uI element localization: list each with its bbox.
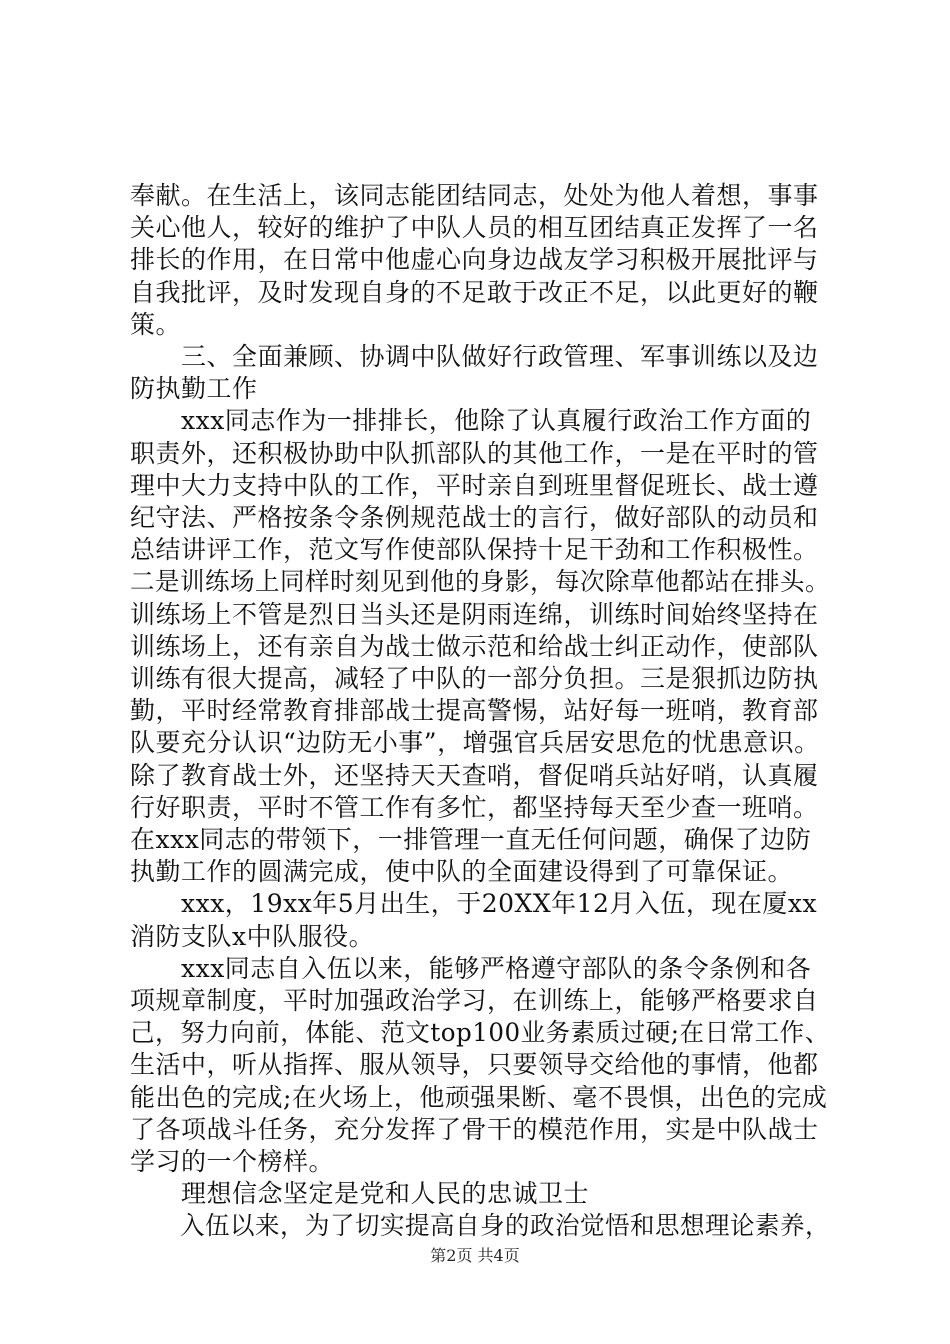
text-line: 训练场上，还有亲自为战士做示范和给战士纠正动作，使部队 — [130, 631, 819, 661]
text-line: 行好职责，平时不管工作有多忙，都坚持每天至少查一班哨。 — [130, 792, 819, 822]
text-line: 职责外，还积极协助中队抓部队的其他工作，一是在平时的管 — [130, 438, 819, 468]
text-line: 排长的作用，在日常中他虚心向身边战友学习积极开展批评与 — [130, 245, 819, 275]
text-line: 能出色的完成;在火场上，他顽强果断、毫不畏惧，出色的完成 — [130, 1082, 828, 1112]
text-line: 关心他人，较好的维护了中队人员的相互团结真正发挥了一名 — [130, 213, 819, 243]
text-line: 队要充分认识“边防无小事”，增强官兵居安思危的忧患意识。 — [130, 728, 820, 758]
text-line: 入伍以来，为了切实提高自身的政治觉悟和思想理论素养， — [130, 1211, 831, 1241]
text-line: 奉献。在生活上，该同志能团结同志，处处为他人着想，事事 — [130, 181, 819, 210]
text-line: 项规章制度，平时加强政治学习，在训练上，能够严格要求自 — [130, 986, 819, 1015]
text-line: xxx同志自入伍以来，能够严格遵守部队的条令条例和各 — [130, 953, 812, 983]
text-line: 学习的一个榜样。 — [130, 1147, 335, 1176]
text-line: 己，努力向前，体能、范文top100业务素质过硬;在日常工作、 — [130, 1018, 830, 1048]
text-line: xxx，19xx年5月出生，于20XX年12月入伍，现在厦xx — [130, 889, 818, 919]
text-line: 在xxx同志的带领下，一排管理一直无任何问题，确保了边防 — [130, 825, 812, 854]
text-line: 了各项战斗任务，充分发挥了骨干的模范作用，实是中队战士 — [130, 1114, 819, 1144]
text-line: 防执勤工作 — [130, 374, 258, 404]
text-line: 二是训练场上同样时刻见到他的身影，每次除草他都站在排头。 — [130, 567, 831, 597]
text-line: 总结讲评工作，范文写作使部队保持十足干劲和工作积极性。 — [130, 535, 819, 565]
text-line: 策。 — [130, 309, 182, 339]
text-line: 生活中，听从指挥、服从领导，只要领导交给他的事情，他都 — [130, 1050, 819, 1080]
text-line: 消防支队x中队服役。 — [130, 921, 375, 951]
page-footer: 第2页 共4页 — [430, 1246, 520, 1265]
text-line: 除了教育战士外，还坚持天天查哨，督促哨兵站好哨，认真履 — [130, 760, 819, 790]
text-line: 理中大力支持中队的工作，平时亲自到班里督促班长、战士遵 — [130, 470, 819, 500]
text-line: 理想信念坚定是党和人民的忠诚卫士 — [130, 1179, 590, 1209]
text-line: 勤，平时经常教育排部战士提高警惕，站好每一班哨，教育部 — [130, 696, 819, 726]
text-line: 自我批评，及时发现自身的不足敢于改正不足，以此更好的鞭 — [130, 277, 819, 307]
text-line: 纪守法、严格按条令条例规范战士的言行，做好部队的动员和 — [130, 503, 819, 532]
text-line: 执勤工作的圆满完成，使中队的全面建设得到了可靠保证。 — [130, 857, 794, 887]
text-line: xxx同志作为一排排长，他除了认真履行政治工作方面的 — [130, 406, 812, 436]
text-line: 训练场上不管是烈日当头还是阴雨连绵，训练时间始终坚持在 — [130, 599, 819, 629]
text-line: 三、全面兼顾、协调中队做好行政管理、军事训练以及边 — [130, 342, 819, 371]
text-line: 训练有很大提高，减轻了中队的一部分负担。三是狠抓边防执 — [130, 664, 819, 693]
